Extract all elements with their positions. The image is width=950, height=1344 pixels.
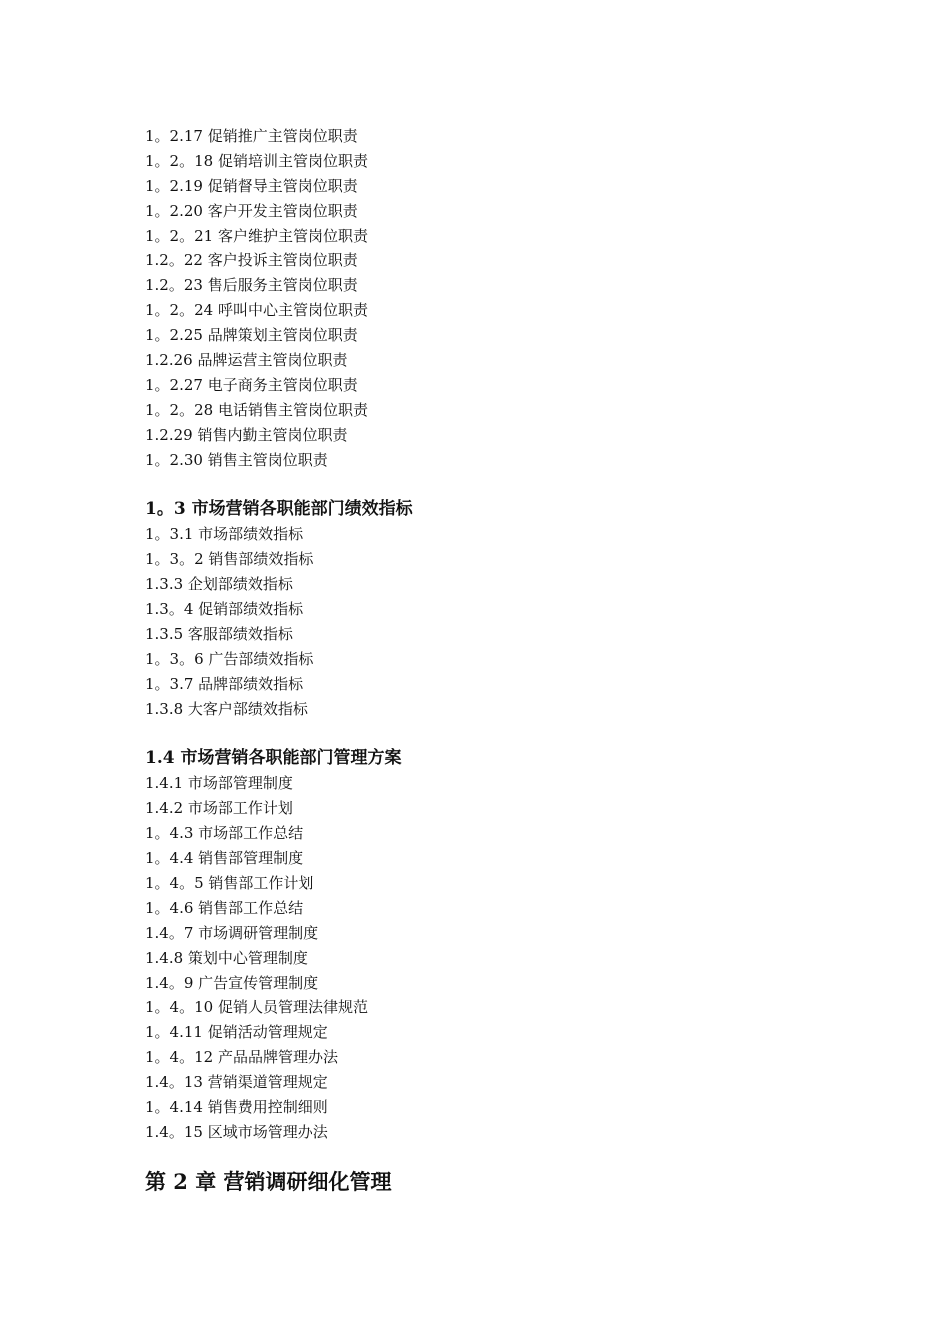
toc-entry: 1.3.8 大客户部绩效指标	[145, 699, 308, 718]
toc-entry: 1。2。28 电话销售主管岗位职责	[145, 400, 368, 419]
toc-entry: 1。4.14 销售费用控制细则	[145, 1097, 328, 1116]
toc-group-1-3	[145, 522, 845, 721]
toc-entry: 1。2。21 客户维护主管岗位职责	[145, 226, 368, 245]
toc-entry: 1.4.1 市场部管理制度	[145, 774, 293, 793]
section-heading-1-3: 1。3 市场营销各职能部门绩效指标	[145, 499, 413, 520]
toc-entry: 1.2.26 品牌运营主管岗位职责	[145, 351, 348, 370]
toc-entry: 1。4。10 促销人员管理法律规范	[145, 998, 368, 1017]
toc-entry: 1.2.29 销售内勤主管岗位职责	[145, 425, 348, 444]
toc-entry: 1。3。2 销售部绩效指标	[145, 550, 314, 569]
toc-entry: 1。2。24 呼叫中心主管岗位职责	[145, 301, 368, 320]
toc-entry: 1.4.2 市场部工作计划	[145, 799, 293, 818]
toc-entry: 1。4.3 市场部工作总结	[145, 824, 304, 843]
toc-group-1-2	[145, 124, 845, 472]
toc-entry: 1.4.8 策划中心管理制度	[145, 948, 308, 967]
toc-entry: 1.4。15 区域市场管理办法	[145, 1122, 328, 1141]
toc-entry: 1.4。9 广告宣传管理制度	[145, 973, 319, 992]
toc-entry: 1。4.11 促销活动管理规定	[145, 1023, 328, 1042]
toc-entry: 1。4。5 销售部工作计划	[145, 873, 314, 892]
toc-entry: 1.3.5 客服部绩效指标	[145, 624, 293, 643]
toc-entry: 1.2。22 客户投诉主管岗位职责	[145, 251, 358, 270]
toc-entry: 1。2.19 促销督导主管岗位职责	[145, 176, 358, 195]
toc-entry: 1。2.17 促销推广主管岗位职责	[145, 127, 358, 145]
toc-entry: 1。2。18 促销培训主管岗位职责	[145, 151, 368, 170]
toc-entry: 1.3.3 企划部绩效指标	[145, 575, 293, 594]
toc-entry: 1。4.6 销售部工作总结	[145, 898, 304, 917]
toc-entry: 1。3。6 广告部绩效指标	[145, 649, 314, 668]
toc-entry: 1.3。4 促销部绩效指标	[145, 600, 304, 619]
toc-entry: 1。3.1 市场部绩效指标	[145, 525, 304, 544]
toc-entry: 1。3.7 品牌部绩效指标	[145, 674, 304, 693]
document-page	[145, 124, 845, 1197]
toc-entry: 1.4。13 营销渠道管理规定	[145, 1073, 328, 1092]
toc-group-1-4	[145, 771, 845, 1144]
toc-entry: 1。4。12 产品品牌管理办法	[145, 1048, 338, 1067]
toc-entry: 1。2.27 电子商务主管岗位职责	[145, 375, 358, 394]
toc-entry: 1。2.20 客户开发主管岗位职责	[145, 201, 358, 220]
section-heading-1-4: 1.4 市场营销各职能部门管理方案	[145, 748, 402, 769]
toc-entry: 1。2.30 销售主管岗位职责	[145, 450, 328, 469]
toc-entry: 1。2.25 品牌策划主管岗位职责	[145, 326, 358, 345]
toc-entry: 1.2。23 售后服务主管岗位职责	[145, 276, 358, 295]
toc-entry: 1.4。7 市场调研管理制度	[145, 923, 319, 942]
chapter-heading-2: 第 2 章 营销调研细化管理	[145, 1168, 392, 1194]
toc-entry: 1。4.4 销售部管理制度	[145, 849, 304, 868]
